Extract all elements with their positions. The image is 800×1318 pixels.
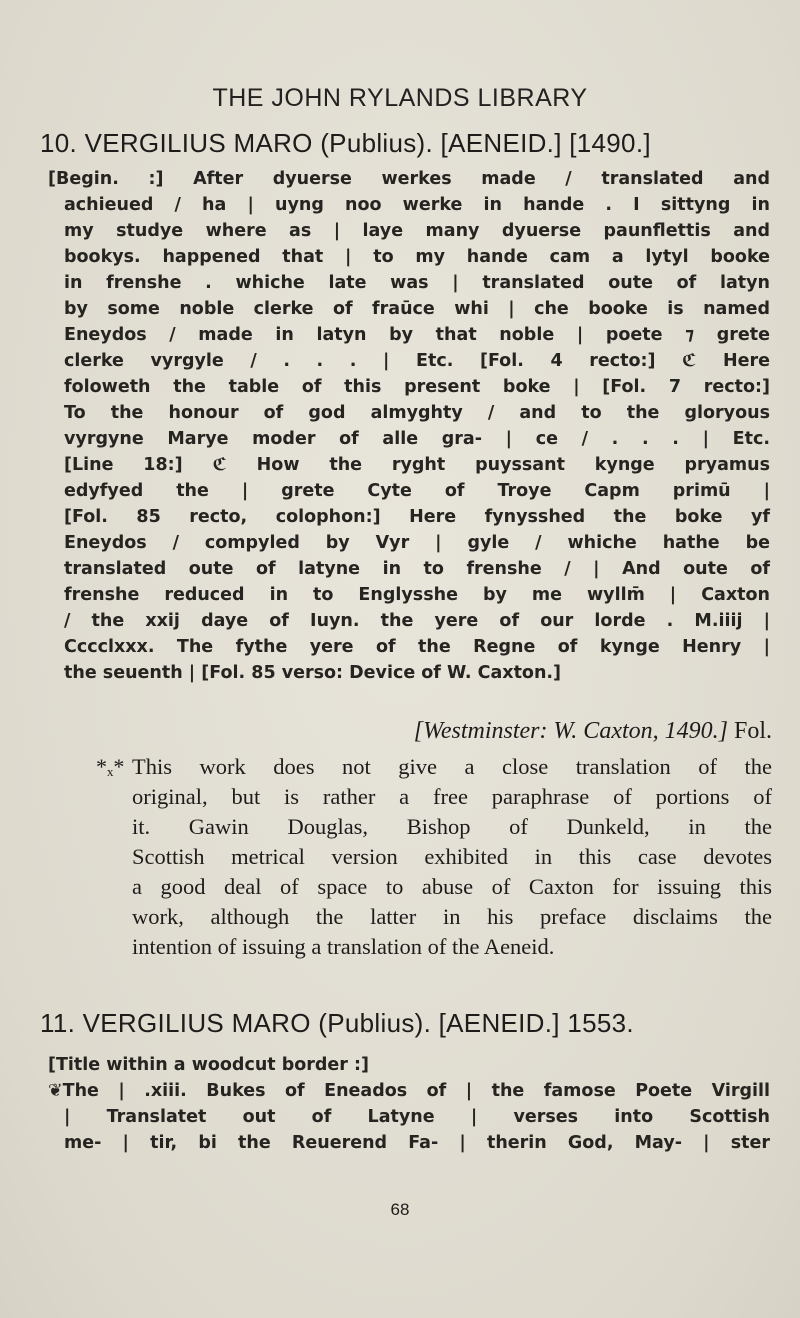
note-line: it. Gawin Douglas, Bishop of Dunkeld, in the — [132, 814, 772, 839]
transcription-line: me- | tir, bi the Reuerend Fa- | therin God, May- | ster — [64, 1133, 770, 1153]
note-line: a good deal of space to abuse of Caxton for issuing this — [132, 874, 772, 899]
note-line: This work does not give a close translation of the — [132, 754, 772, 779]
transcription-line: [Begin. :] After dyuerse werkes made / translated and — [48, 169, 770, 189]
transcription-line: translated oute of latyne in to frenshe / | And oute of — [64, 559, 770, 579]
page-number: 68 — [390, 1200, 410, 1219]
transcription-line: edyfyed the | grete Cyte of Troye Capm primū | — [64, 481, 770, 501]
transcription-line: foloweth the table of this present boke | [Fol. 7 recto:] — [64, 377, 770, 397]
entry-11-heading: 11. VERGILIUS MARO (Publius). [AENEID.] 1553. — [40, 1008, 634, 1038]
transcription-line: the seuenth | [Fol. 85 verso: Device of W. Caxton.] — [64, 663, 562, 683]
running-head: THE JOHN RYLANDS LIBRARY — [212, 84, 588, 112]
note-mark: *ₓ* — [96, 754, 125, 779]
note-line: Scottish metrical version exhibited in this case devotes — [132, 844, 772, 869]
note-line: intention of issuing a translation of the Aeneid. — [132, 934, 555, 959]
note-line: original, but is rather a free paraphrase of portions of — [132, 784, 772, 809]
entry-10-heading: 10. VERGILIUS MARO (Publius). [AENEID.] [1490.] — [40, 128, 651, 158]
transcription-line: bookys. happened that | to my hande cam a lytyl booke — [64, 247, 770, 267]
transcription-line: frenshe reduced in to Englysshe by me wyllm̄ | Caxton — [64, 585, 770, 605]
imprint-format: Fol. — [733, 718, 772, 744]
transcription-line: | Translatet out of Latyne | verses into Scottish — [64, 1107, 770, 1127]
transcription-line: Eneydos / compyled by Vyr | gyle / whiche hathe be — [64, 533, 770, 553]
entry-10-transcription — [48, 166, 770, 686]
transcription-line: Cccclxxx. The fythe yere of the Regne of kynge Henry | — [64, 637, 770, 657]
transcription-line: my studye where as | laye many dyuerse paunflettis and — [64, 221, 770, 241]
note-line: work, although the latter in his preface disclaims the — [132, 904, 772, 929]
transcription-line: / the xxij daye of Iuyn. the yere of our lorde . M.iiij | — [64, 611, 770, 631]
entry-10-imprint — [0, 718, 772, 745]
transcription-line: To the honour of god almyghty / and to the gloryous — [64, 403, 770, 423]
transcription-line: Eneydos / made in latyn by that noble | poete ⁊ grete — [64, 325, 770, 345]
transcription-line: [Line 18:] ℭ How the ryght puyssant kynge pryamus — [64, 455, 770, 475]
transcription-line: [Title within a woodcut border :] — [48, 1055, 370, 1075]
transcription-line: clerke vyrgyle / . . . | Etc. [Fol. 4 recto:] ℭ Here — [64, 351, 770, 371]
imprint-text: [Westminster: W. Caxton, 1490.] — [413, 718, 728, 744]
transcription-line: by some noble clerke of fraūce whi | che booke is named — [64, 299, 770, 319]
entry-11-transcription — [48, 1052, 770, 1156]
transcription-line: ❦The | .xiii. Bukes of Eneados of | the famose Poete Virgill — [48, 1081, 770, 1101]
transcription-line: [Fol. 85 recto, colophon:] Here fynysshed the boke yf — [64, 507, 770, 527]
transcription-line: in frenshe . whiche late was | translated oute of latyn — [64, 273, 770, 293]
entry-10-note — [96, 752, 772, 962]
transcription-line: achieued / ha | uyng noo werke in hande . I sittyng in — [64, 195, 770, 215]
transcription-line: vyrgyne Marye moder of alle gra- | ce / . . . | Etc. — [64, 429, 770, 449]
